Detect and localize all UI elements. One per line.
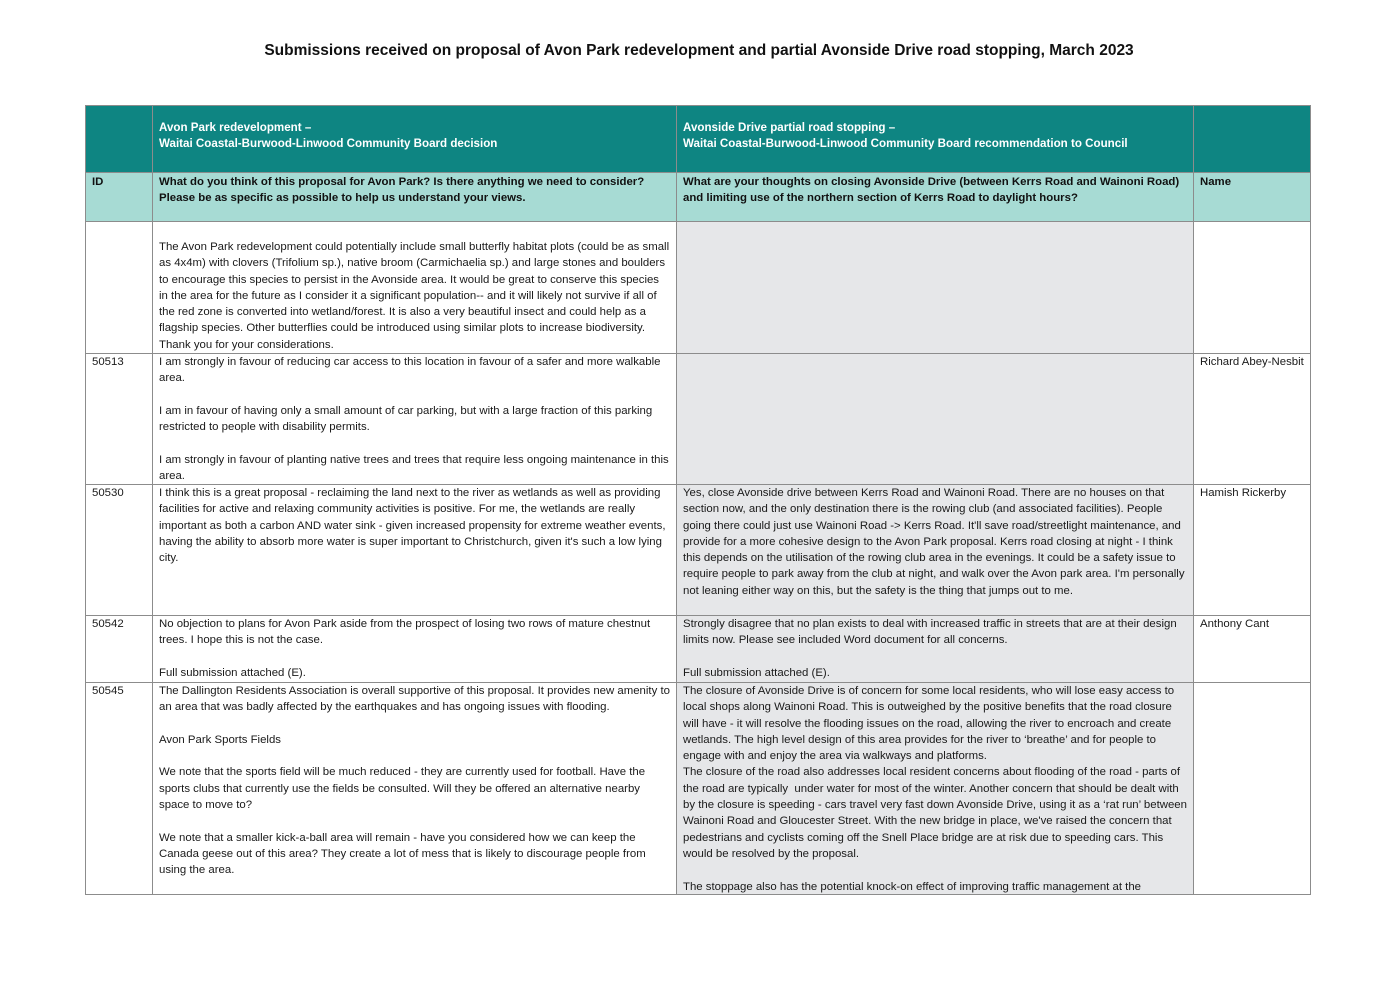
park-response-cell (153, 616, 677, 683)
park-response-cell (153, 485, 677, 616)
question-header-row (86, 173, 1311, 222)
submitter-name-cell (1194, 354, 1311, 485)
submitter-name-cell (1194, 683, 1311, 895)
group-header-row (86, 106, 1311, 173)
submissions-table (85, 105, 1311, 895)
submitter-name: Richard Abey-Nesbit (1200, 356, 1304, 368)
group-header-park (153, 106, 677, 173)
park-response-paragraph: I am strongly in favour of planting native trees and trees that require less ongoing maintenance in this area. (159, 453, 672, 483)
submitter-name: Anthony Cant (1200, 618, 1270, 630)
submission-id-cell (86, 616, 153, 683)
park-response-paragraph: We note that the sports field will be much reduced - they are currently used for football. Have the sports clubs that currently use the fields be consulted. Will they be offered an alternative nearby space to move to? (159, 766, 649, 812)
drive-response-cell (677, 222, 1194, 354)
table-row (86, 616, 1311, 683)
park-group-line2: Waitai Coastal-Burwood-Linwood Community Board decision (159, 137, 498, 151)
park-response-paragraph: I think this is a great proposal - reclaiming the land next to the river as wetlands as well as providing facilities for active and relaxing community activities is positive. For me, the wetlands are really important as both a carbon AND water sink - given increased propensity for extreme weather events, having the ability to absorb more water is super important to Christchurch, given it's such a low lying city. (159, 487, 669, 565)
submissions-body (86, 222, 1311, 895)
park-response-paragraph: I am strongly in favour of reducing car access to this location in favour of a safer and more walkable area. (159, 356, 664, 385)
table-row (86, 485, 1311, 616)
park-response-cell (153, 354, 677, 485)
group-header-drive (677, 106, 1194, 173)
submission-id: 50545 (92, 685, 124, 697)
submitter-name: Hamish Rickerby (1200, 487, 1287, 499)
drive-response-cell (677, 683, 1194, 895)
drive-response-paragraph: The closure of Avonside Drive is of concern for some local residents, who will lose easy access to local shops along Wainoni Road. This is outweighed by the positive benefits that the road closure will have - it will resolve the flooding issues on the road, allowing the river to encroach and create wetlands. The high level design of this area provides for the river to ‘breathe’ and for people to engage with and enjoy the area via walkways and platforms. The closure of the road also addresses local resident concerns about flooding of the road - parts of the road are typically under water for most of the winter. Another concern that should be dealt with by the closure is speeding - cars travel very fast down Avonside Drive, using it as a ‘rat run’ between Wainoni Road and Gloucester Street. With the new bridge in place, we've raised the concern that pedestrians and cyclists coming off the Snell Place bridge are at risk due to speeding cars. This would be resolved by the proposal. (683, 685, 1187, 860)
drive-response-paragraph: Full submission attached (E). (683, 666, 830, 679)
submission-id-cell (86, 683, 153, 895)
drive-response-cell (677, 616, 1194, 683)
park-response-paragraph: Avon Park Sports Fields (159, 733, 281, 746)
submission-id-cell (86, 222, 153, 354)
submission-id: 50530 (92, 487, 124, 499)
drive-group-line2: Waitai Coastal-Burwood-Linwood Community Board recommendation to Council (683, 137, 1128, 151)
park-response-cell (153, 683, 677, 895)
submission-id: 50542 (92, 618, 124, 630)
drive-response-paragraph: Yes, close Avonside drive between Kerrs Road and Wainoni Road. There are no houses on that section now, and the only destination there is the rowing club (and associated facilities). People going there could just use Wainoni Road -> Kerrs Road. It'll save road/streetlight maintenance, and provide for a more cohesive design to the Avon Park proposal. Kerrs road closing at night - I think this depends on the utilisation of the rowing club area in the evenings. It could be a safety issue to require people to park away from the club at night, and walk over the Avon park area. I'm personally not leaning either way on this, but the safety is the thing that jumps out to me. (683, 487, 1188, 597)
drive-response-paragraph: The stoppage also has the potential knock-on effect of improving traffic management at the (683, 880, 1142, 893)
submission-id-cell (86, 354, 153, 485)
group-header-empty (86, 106, 153, 173)
document-title: Submissions received on proposal of Avon Park redevelopment and partial Avonside Drive road stopping, March 2023 (264, 42, 1134, 59)
park-response-cell (153, 222, 677, 354)
park-response-paragraph: Full submission attached (E). (159, 666, 306, 679)
submitter-name-cell (1194, 222, 1311, 354)
drive-group-line1: Avonside Drive partial road stopping – (683, 121, 896, 134)
table-row (86, 354, 1311, 485)
drive-response-paragraph: Strongly disagree that no plan exists to deal with increased traffic in streets that are at their design limits now. Please see included Word document for all concerns. (683, 618, 1180, 647)
name-column-header: Name (1194, 173, 1311, 222)
park-group-line1: Avon Park redevelopment – (159, 121, 312, 134)
drive-response-cell (677, 354, 1194, 485)
submitter-name-cell (1194, 485, 1311, 616)
submitter-name-cell (1194, 616, 1311, 683)
id-column-header: ID (86, 173, 153, 222)
park-response-paragraph: The Avon Park redevelopment could potentially include small butterfly habitat plots (could be as small as 4x4m) with clovers (Trifolium sp.), native broom (Carmichaelia sp.) and large stones and boulders to encourage this species to persist in the Avonside area. It would be great to conserve this species in the area for the future as I consider it a significant population-- and it will likely not survive if all of the red zone is converted into wetland/forest. It is also a very beautiful insect and could help as a flagship species. Other butterflies could be introduced using similar plots to increase biodiversity. Thank you for your considerations. (159, 241, 673, 351)
park-response-paragraph: The Dallington Residents Association is overall supportive of this proposal. It provides new amenity to an area that was badly affected by the earthquakes and has ongoing issues with flooding. (159, 685, 674, 714)
drive-question-header: What are your thoughts on closing Avonside Drive (between Kerrs Road and Wainoni Road) and limiting use of the northern section of Kerrs Road to daylight hours? (677, 173, 1194, 222)
table-row (86, 222, 1311, 354)
submission-id-cell (86, 485, 153, 616)
park-question-header: What do you think of this proposal for Avon Park? Is there anything we need to consider? Please be as specific as possible to help us understand your views. (153, 173, 677, 222)
park-response-paragraph: No objection to plans for Avon Park aside from the prospect of losing two rows of mature chestnut trees. I hope this is not the case. (159, 618, 654, 647)
group-header-empty-name (1194, 106, 1311, 173)
drive-response-cell (677, 485, 1194, 616)
table-row (86, 683, 1311, 895)
park-response-paragraph: We note that a smaller kick-a-ball area will remain - have you considered how we can keep the Canada geese out of this area? They create a lot of mess that is likely to discourage people from using the area. (159, 831, 649, 877)
park-response-paragraph: I am in favour of having only a small amount of car parking, but with a large fraction of this parking restricted to people with disability permits. (159, 404, 656, 434)
submission-id: 50513 (92, 356, 124, 368)
